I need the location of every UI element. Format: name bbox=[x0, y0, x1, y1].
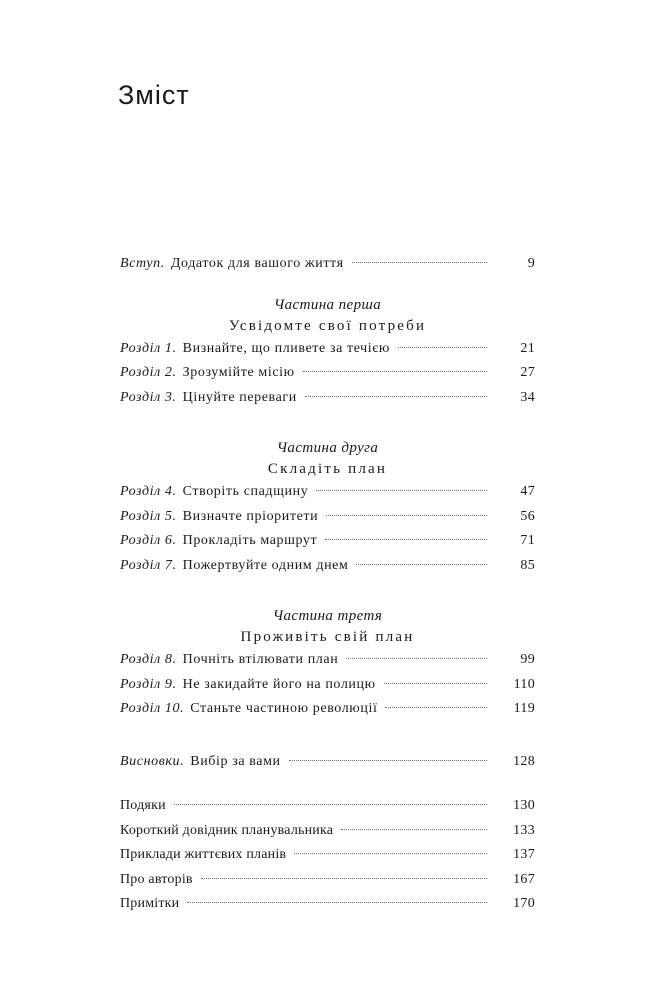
page-number: 167 bbox=[513, 871, 535, 887]
toc-entry-notes[interactable] bbox=[120, 896, 535, 921]
part-label: Частина друга bbox=[276, 440, 379, 456]
dot-leader bbox=[326, 515, 487, 516]
part-title: Проживіть свій план bbox=[240, 629, 415, 645]
entry-lead: Висновки. bbox=[120, 753, 185, 769]
part-label: Частина третя bbox=[272, 608, 383, 624]
toc-entry-chapter-2[interactable] bbox=[120, 365, 535, 390]
toc-entry-chapter-6[interactable] bbox=[120, 533, 535, 558]
page-number: 34 bbox=[520, 389, 535, 405]
page-number: 71 bbox=[520, 533, 535, 548]
entry-lead: Розділ 7. bbox=[120, 557, 177, 573]
entry-title: Подяки bbox=[120, 798, 166, 813]
dot-leader bbox=[305, 396, 487, 397]
part-title: Складіть план bbox=[267, 461, 388, 477]
dot-leader bbox=[384, 683, 487, 684]
toc-entry-chapter-9[interactable] bbox=[120, 677, 535, 702]
dot-leader bbox=[356, 564, 487, 565]
entry-title: Прокладіть маршрут bbox=[182, 533, 318, 548]
entry-lead: Розділ 2. bbox=[120, 365, 177, 380]
page-number: 128 bbox=[513, 753, 535, 769]
dot-leader bbox=[316, 490, 487, 491]
toc-entry-intro[interactable] bbox=[120, 256, 535, 281]
entry-lead: Розділ 4. bbox=[120, 484, 177, 499]
entry-title: Приклади життєвих планів bbox=[120, 847, 287, 862]
page-number: 47 bbox=[520, 484, 535, 499]
dot-leader bbox=[294, 853, 487, 854]
entry-lead: Розділ 5. bbox=[120, 508, 177, 524]
toc-entry-chapter-3[interactable] bbox=[120, 390, 535, 415]
dot-leader bbox=[341, 829, 487, 830]
table-of-contents bbox=[120, 256, 535, 921]
entry-lead: Розділ 1. bbox=[120, 340, 177, 356]
dot-leader bbox=[187, 902, 487, 903]
page-number: 21 bbox=[520, 340, 535, 356]
page-number: 119 bbox=[513, 701, 535, 716]
dot-leader bbox=[346, 658, 487, 659]
page-number: 27 bbox=[520, 365, 535, 380]
entry-title: Не закидайте його на полицю bbox=[182, 676, 376, 692]
toc-entry-chapter-1[interactable] bbox=[120, 341, 535, 366]
part-label: Частина перша bbox=[273, 296, 382, 313]
page-title: Зміст bbox=[118, 80, 190, 110]
entry-title: Визнайте, що пливете за течією bbox=[182, 340, 390, 356]
toc-entry-life-plan-examples[interactable] bbox=[120, 847, 535, 872]
entry-title: Визначте пріоритети bbox=[182, 508, 319, 524]
entry-lead: Розділ 6. bbox=[120, 533, 177, 548]
dot-leader bbox=[325, 539, 487, 540]
toc-entry-acknowledgements[interactable] bbox=[120, 798, 535, 823]
page-number: 110 bbox=[513, 676, 535, 692]
entry-lead: Розділ 8. bbox=[120, 652, 177, 667]
entry-title: Вибір за вами bbox=[190, 753, 281, 769]
entry-title: Створіть спадщину bbox=[182, 484, 309, 499]
page-number: 170 bbox=[513, 896, 535, 911]
page-number: 137 bbox=[513, 847, 535, 862]
entry-title: Про авторів bbox=[120, 871, 193, 887]
entry-title: Короткий довідник планувальника bbox=[120, 822, 334, 838]
dot-leader bbox=[303, 371, 487, 372]
entry-title: Почніть втілювати план bbox=[182, 652, 339, 667]
dot-leader bbox=[289, 760, 487, 761]
toc-entry-chapter-8[interactable] bbox=[120, 652, 535, 677]
entry-lead: Розділ 3. bbox=[120, 389, 177, 405]
dot-leader bbox=[385, 707, 487, 708]
dot-leader bbox=[174, 804, 487, 805]
page-number: 56 bbox=[520, 508, 535, 524]
toc-entry-about-authors[interactable] bbox=[120, 872, 535, 897]
page-number: 85 bbox=[520, 557, 535, 573]
entry-lead: Розділ 10. bbox=[120, 701, 185, 716]
toc-entry-conclusion[interactable] bbox=[120, 754, 535, 779]
dot-leader bbox=[398, 347, 487, 348]
page-number: 99 bbox=[520, 652, 535, 667]
entry-lead: Вступ. bbox=[120, 256, 165, 271]
entry-title: Примітки bbox=[120, 896, 180, 911]
entry-title: Станьте частиною революції bbox=[190, 701, 378, 716]
entry-title: Зрозумійте місію bbox=[182, 365, 295, 380]
dot-leader bbox=[352, 262, 487, 263]
page-number: 130 bbox=[513, 798, 535, 813]
toc-entry-chapter-4[interactable] bbox=[120, 484, 535, 509]
toc-entry-planner-guide[interactable] bbox=[120, 823, 535, 848]
page-number: 133 bbox=[513, 822, 535, 838]
toc-entry-chapter-5[interactable] bbox=[120, 509, 535, 534]
toc-entry-chapter-10[interactable] bbox=[120, 701, 535, 726]
entry-title: Цінуйте переваги bbox=[182, 389, 297, 405]
entry-title: Пожертвуйте одним днем bbox=[182, 557, 349, 573]
entry-lead: Розділ 9. bbox=[120, 676, 177, 692]
toc-entry-chapter-7[interactable] bbox=[120, 558, 535, 583]
part-title: Усвідомте свої потреби bbox=[228, 317, 427, 334]
page-number: 9 bbox=[527, 256, 535, 271]
dot-leader bbox=[201, 878, 487, 879]
entry-title: Додаток для вашого життя bbox=[170, 256, 344, 271]
